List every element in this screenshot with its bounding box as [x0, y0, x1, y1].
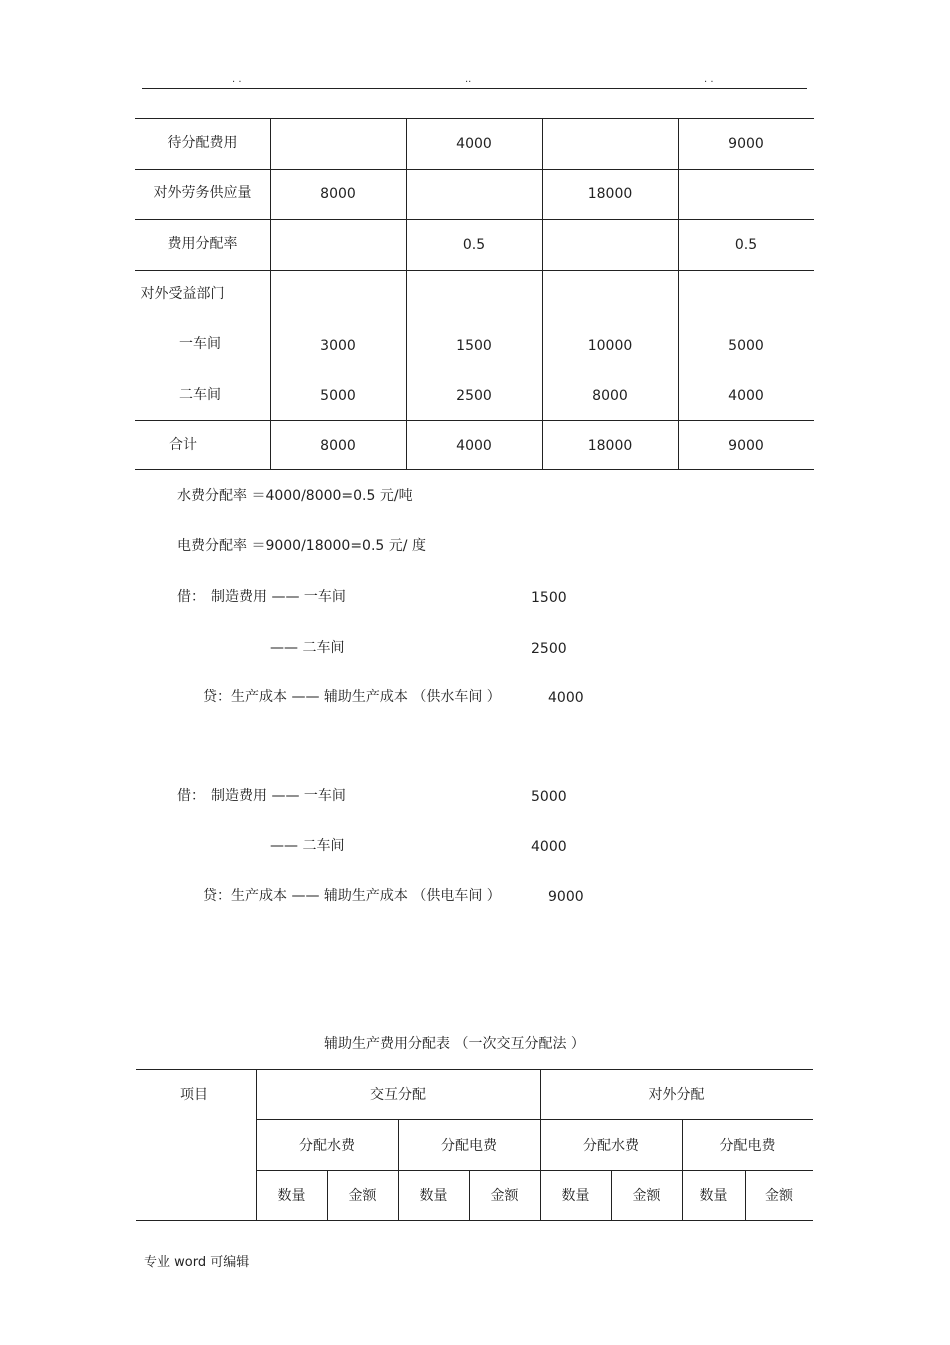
sub-header: 分配水费 — [299, 1138, 355, 1154]
table-cell: 2500 — [456, 388, 492, 404]
water-rate-formula: 水费分配率 ＝4000/8000=0.5 元/吨 — [177, 488, 413, 504]
table-cell: 10000 — [587, 338, 633, 354]
row-label: 二车间 — [179, 387, 221, 403]
page-footer: 专业 word 可编辑 — [144, 1255, 250, 1270]
table-border — [135, 118, 814, 119]
table-border — [135, 469, 814, 470]
table-cell: 18000 — [587, 186, 633, 202]
table-border — [270, 118, 271, 470]
group-header: 交互分配 — [370, 1087, 426, 1103]
leaf-header: 数量 — [561, 1188, 590, 1204]
table-border — [406, 118, 407, 470]
table-border — [682, 1119, 683, 1221]
item-header: 项目 — [180, 1087, 208, 1103]
row-label: 对外劳务供应量 — [153, 185, 252, 201]
credit-line: 贷：生产成本 —— 辅助生产成本 （供水车间 ） — [203, 689, 501, 705]
table-border — [398, 1119, 399, 1221]
row-label: 待分配费用 — [167, 135, 238, 151]
table-cell: 18000 — [587, 438, 633, 454]
debit-amount: 5000 — [531, 789, 567, 805]
table-border — [135, 270, 814, 271]
row-label: 一车间 — [179, 336, 221, 352]
table-cell: 9000 — [728, 438, 764, 454]
dept-group-label: 对外受益部门 — [140, 286, 225, 302]
table-border — [135, 420, 814, 421]
leaf-header: 金额 — [765, 1188, 793, 1204]
table-cell: 5000 — [728, 338, 764, 354]
debit-label: 借： — [177, 589, 205, 605]
table-title: 辅助生产费用分配表 （一次交互分配法 ） — [324, 1036, 585, 1052]
credit-amount: 9000 — [548, 889, 584, 905]
table-border — [135, 219, 814, 220]
table-border — [136, 1069, 813, 1070]
row-label: 合计 — [169, 437, 197, 453]
leaf-header: 金额 — [632, 1188, 661, 1204]
table-border — [135, 169, 814, 170]
table-border — [256, 1119, 813, 1120]
table-cell: 4000 — [456, 438, 492, 454]
table-cell: 0.5 — [734, 237, 758, 253]
debit-label: 借： — [177, 788, 205, 804]
sub-header: 分配电费 — [441, 1138, 497, 1154]
credit-amount: 4000 — [548, 690, 584, 706]
leaf-header: 数量 — [699, 1188, 728, 1204]
table-cell: 5000 — [320, 388, 356, 404]
sub-amount: 2500 — [531, 641, 567, 657]
group-header: 对外分配 — [648, 1087, 705, 1103]
debit-account: 制造费用 —— 一车间 — [211, 589, 346, 605]
sub-account: —— 二车间 — [270, 640, 345, 656]
leaf-header: 数量 — [419, 1188, 448, 1204]
row-label: 费用分配率 — [167, 236, 238, 252]
table-cell: 9000 — [728, 136, 764, 152]
table-cell: 8000 — [320, 186, 356, 202]
credit-line: 贷：生产成本 —— 辅助生产成本 （供电车间 ） — [203, 888, 501, 904]
debit-amount: 1500 — [531, 590, 567, 606]
table-cell: 4000 — [728, 388, 764, 404]
table-cell: 1500 — [456, 338, 492, 354]
table-border — [542, 118, 543, 470]
sub-header: 分配电费 — [719, 1138, 776, 1154]
table-cell: 3000 — [320, 338, 356, 354]
table-cell: 8000 — [592, 388, 628, 404]
table-cell: 8000 — [320, 438, 356, 454]
sub-account: —— 二车间 — [270, 838, 345, 854]
table-cell: 0.5 — [462, 237, 486, 253]
power-rate-formula: 电费分配率 ＝9000/18000=0.5 元/ 度 — [177, 538, 426, 554]
header-marks-center: .. — [465, 74, 472, 85]
leaf-header: 金额 — [348, 1188, 377, 1204]
header-marks-left: . . — [232, 74, 242, 85]
debit-account: 制造费用 —— 一车间 — [211, 788, 346, 804]
sub-header: 分配水费 — [583, 1138, 639, 1154]
table-border — [256, 1170, 813, 1171]
table-border — [136, 1220, 813, 1221]
leaf-header: 数量 — [277, 1188, 306, 1204]
table-cell: 4000 — [456, 136, 492, 152]
leaf-header: 金额 — [490, 1188, 519, 1204]
header-rule — [142, 88, 807, 89]
header-marks-right: . . — [704, 74, 714, 85]
sub-amount: 4000 — [531, 839, 567, 855]
table-border — [678, 118, 679, 470]
